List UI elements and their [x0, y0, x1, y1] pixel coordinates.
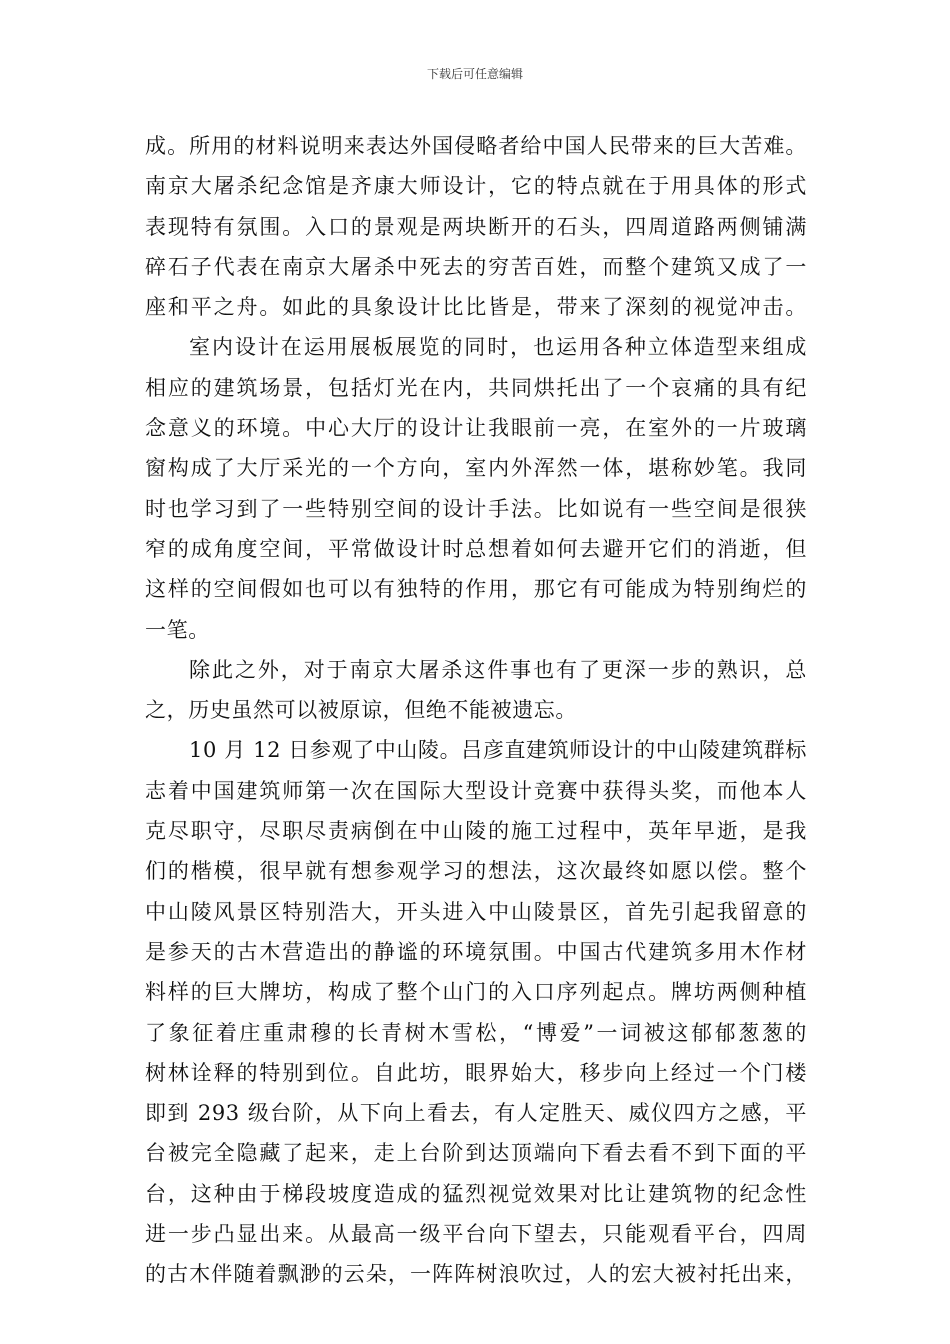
- body-line: 是参天的古木营造出的静谧的环境氛围。中国古代建筑多用木作材: [145, 939, 807, 964]
- body-line: 即到 293 级台阶，从下向上看去，有人定胜天、威仪四方之感，平: [145, 1101, 807, 1126]
- body-line: 志着中国建筑师第一次在国际大型设计竞赛中获得头奖，而他本人: [145, 778, 807, 803]
- paragraph-first-line: 10 月 12 日参观了中山陵。吕彦直建筑师设计的中山陵建筑群标: [189, 738, 807, 763]
- body-line: 窄的成角度空间，平常做设计时总想着如何去避开它们的消逝，但: [145, 536, 807, 561]
- body-line: 树林诠释的特别到位。自此坊，眼界始大，移步向上经过一个门楼: [145, 1060, 807, 1085]
- body-line: 料样的巨大牌坊，构成了整个山门的入口序列起点。牌坊两侧种植: [145, 980, 807, 1005]
- body-line: 中山陵风景区特别浩大，开头进入中山陵景区，首先引起我留意的: [145, 899, 807, 924]
- body-line: 进一步凸显出来。从最高一级平台向下望去，只能观看平台，四周: [145, 1222, 807, 1247]
- body-line: 克尽职守，尽职尽责病倒在中山陵的施工过程中，英年早逝，是我: [145, 819, 807, 844]
- body-line: 们的楷模，很早就有想参观学习的想法，这次最终如愿以偿。整个: [145, 859, 807, 884]
- body-line: 念意义的环境。中心大厅的设计让我眼前一亮，在室外的一片玻璃: [145, 416, 807, 441]
- body-line: 台被完全隐藏了起来，走上台阶到达顶端向下看去看不到下面的平: [145, 1141, 807, 1166]
- body-line: 成。所用的材料说明来表达外国侵略者给中国人民带来的巨大苦难。: [145, 134, 807, 158]
- body-line: 座和平之舟。如此的具象设计比比皆是，带来了深刻的视觉冲击。: [145, 295, 807, 320]
- paragraph-first-line: 室内设计在运用展板展览的同时，也运用各种立体造型来组成: [189, 335, 807, 360]
- body-line: 时也学习到了一些特别空间的设计手法。比如说有一些空间是很狭: [145, 496, 807, 521]
- body-line: 之，历史虽然可以被原谅，但绝不能被遗忘。: [145, 698, 577, 723]
- body-line: 南京大屠杀纪念馆是齐康大师设计，它的特点就在于用具体的形式: [145, 174, 807, 199]
- body-line: 一笔。: [145, 617, 210, 642]
- document-body: [145, 126, 807, 1295]
- body-line: 的古木伴随着飘渺的云朵，一阵阵树浪吹过，人的宏大被衬托出来，: [145, 1262, 807, 1287]
- paragraph-first-line: 除此之外，对于南京大屠杀这件事也有了更深一步的熟识，总: [189, 657, 807, 682]
- body-line: 窗构成了大厅采光的一个方向，室内外浑然一体，堪称妙笔。我同: [145, 456, 807, 481]
- page-header-note: 下载后可任意编辑: [426, 67, 523, 81]
- body-line: 表现特有氛围。入口的景观是两块断开的石头，四周道路两侧铺满: [145, 214, 807, 239]
- body-line: 台，这种由于梯段坡度造成的猛烈视觉效果对比让建筑物的纪念性: [145, 1181, 807, 1206]
- body-line: 了象征着庄重肃穆的长青树木雪松，“博爱”一词被这郁郁葱葱的: [145, 1020, 807, 1045]
- body-line: 这样的空间假如也可以有独特的作用，那它有可能成为特别绚烂的: [145, 577, 807, 602]
- body-line: 碎石子代表在南京大屠杀中死去的穷苦百姓，而整个建筑又成了一: [145, 254, 807, 279]
- body-line: 相应的建筑场景，包括灯光在内，共同烘托出了一个哀痛的具有纪: [145, 375, 807, 400]
